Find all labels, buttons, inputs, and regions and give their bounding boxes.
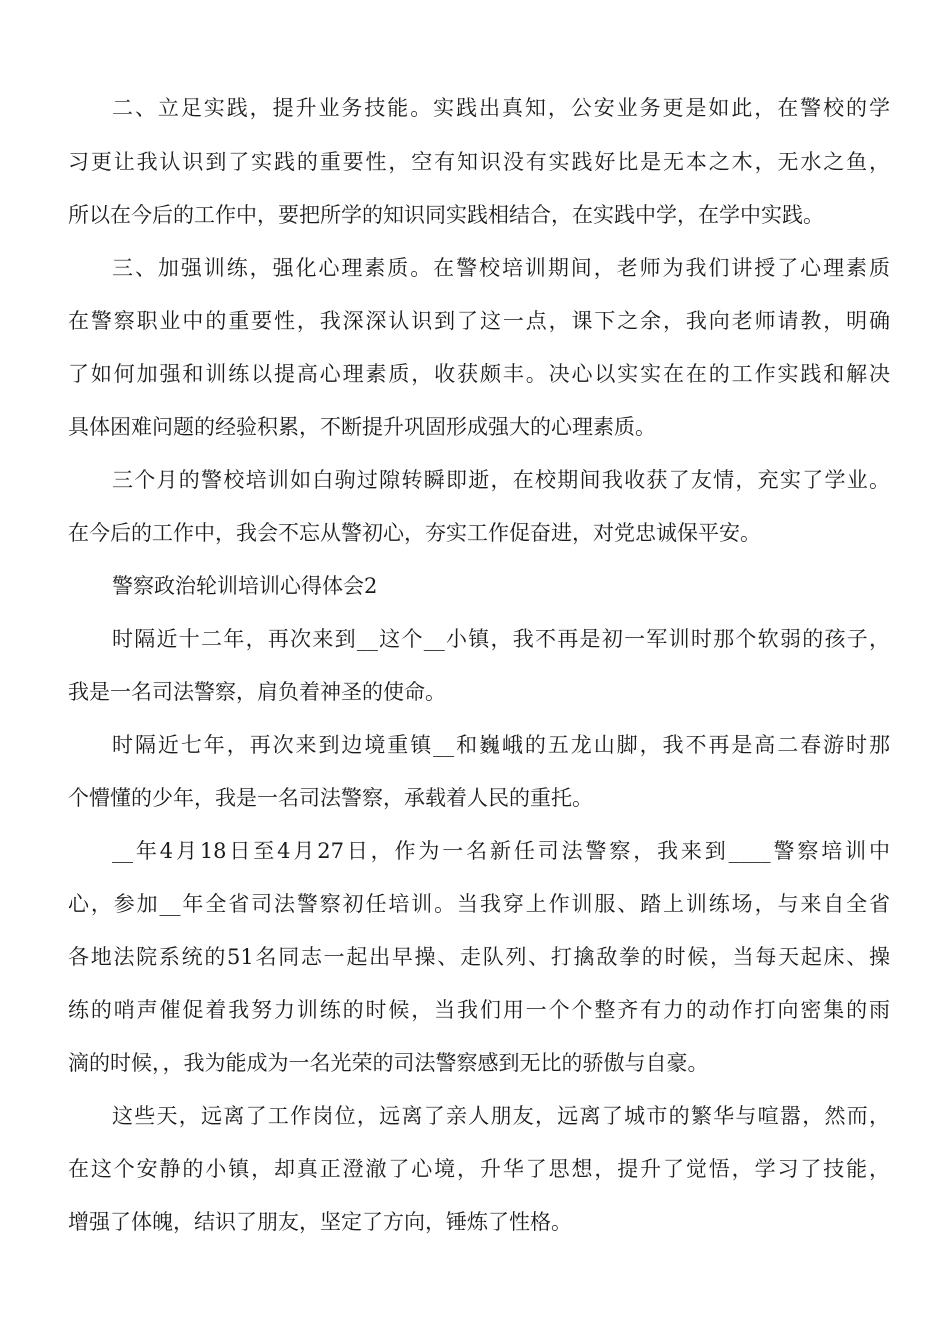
paragraph-line: 三、加强训练，强化心理素质。在警校培训期间，老师为我们讲授了心理素质 <box>112 256 890 280</box>
paragraph-line: 了如何加强和训练以提高心理素质，收获颇丰。决心以实实在在的工作实践和解决 <box>68 362 890 386</box>
paragraph-line: 时隔近十二年，再次来到__这个__小镇，我不再是初一军训时那个软弱的孩子， <box>112 627 890 651</box>
paragraph-line: 我是一名司法警察，肩负着神圣的使命。 <box>68 680 446 704</box>
paragraph-line: 在警察职业中的重要性，我深深认识到了这一点，课下之余，我向老师请教，明确 <box>68 309 890 333</box>
paragraph-line: 个懵懂的少年，我是一名司法警察，承载着人民的重托。 <box>68 786 593 810</box>
paragraph-line: 二、立足实践，提升业务技能。实践出真知，公安业务更是如此，在警校的学 <box>112 96 890 120</box>
section-heading: 警察政治轮训培训心得体会2 <box>112 574 378 598</box>
paragraph-line: 练的哨声催促着我努力训练的时候，当我们用一个个整齐有力的动作打向密集的雨 <box>68 998 890 1022</box>
paragraph-line: 在今后的工作中，我会不忘从警初心，夯实工作促奋进，对党忠诚保平安。 <box>68 521 761 545</box>
paragraph-line: 各地法院系统的51名同志一起出早操、走队列、打擒敌拳的时候，当每天起床、操 <box>68 945 890 969</box>
paragraph-line: 滴的时候，，我为能成为一名光荣的司法警察感到无比的骄傲与自豪。 <box>68 1051 709 1075</box>
paragraph-line: 心，参加__年全省司法警察初任培训。当我穿上作训服、踏上训练场，与来自全省 <box>68 892 890 916</box>
paragraph-line: __年4月18日至4月27日，作为一名新任司法警察，我来到____警察培训中 <box>112 839 890 863</box>
paragraph-line: 三个月的警校培训如白驹过隙转瞬即逝，在校期间我收获了友情，充实了学业。 <box>112 468 890 492</box>
paragraph-line: 增强了体魄，结识了朋友，坚定了方向，锤炼了性格。 <box>68 1210 572 1234</box>
paragraph-line: 习更让我认识到了实践的重要性，空有知识没有实践好比是无本之木，无水之鱼， <box>68 150 890 174</box>
paragraph-line: 时隔近七年，再次来到边境重镇__和巍峨的五龙山脚，我不再是高二春游时那 <box>112 733 890 757</box>
paragraph-line: 所以在今后的工作中，要把所学的知识同实践相结合，在实践中学，在学中实践。 <box>68 203 824 227</box>
paragraph-line: 具体困难问题的经验积累，不断提升巩固形成强大的心理素质。 <box>68 415 656 439</box>
paragraph-line: 在这个安静的小镇，却真正澄澈了心境，升华了思想，提升了觉悟，学习了技能， <box>68 1157 890 1181</box>
paragraph-line: 这些天，远离了工作岗位，远离了亲人朋友，远离了城市的繁华与喧嚣，然而， <box>112 1104 890 1128</box>
